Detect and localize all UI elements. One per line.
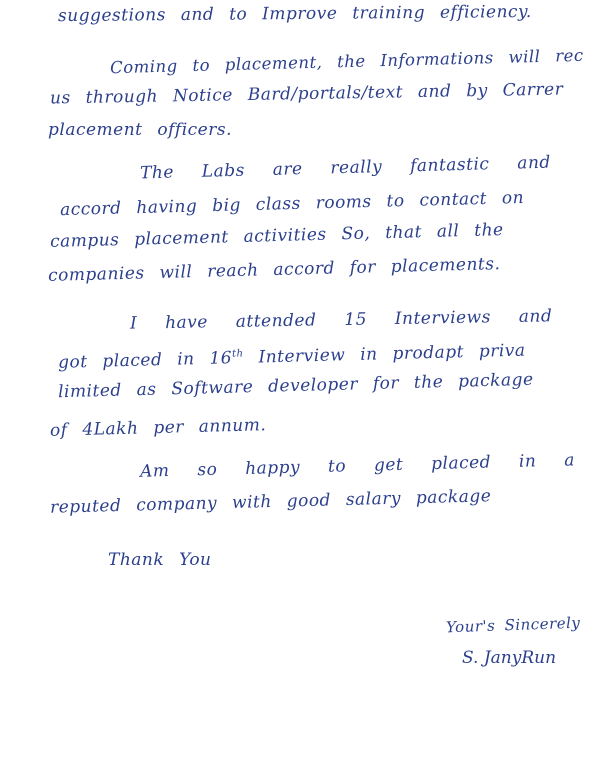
- closing-text: Thank You: [108, 550, 212, 570]
- letter-line: Am so happy to get placed in a: [139, 450, 576, 482]
- letter-line: Coming to placement, the Informations will rec: [109, 45, 584, 78]
- signature: S. JanyRun: [462, 648, 557, 668]
- signoff-text: Your's Sincerely: [445, 613, 581, 637]
- letter-line: campus placement activities So, that all the: [49, 220, 504, 252]
- letter-line: [58, 342, 526, 372]
- letter-line: reputed company with good salary package: [49, 486, 492, 518]
- letter-line: companies will reach accord for placements.: [47, 254, 501, 286]
- letter-line: The Labs are really fantastic and: [139, 152, 552, 184]
- letter-line: I have attended 15 Interviews and: [129, 306, 553, 334]
- letter-line: of 4Lakh per annum.: [49, 415, 267, 441]
- letter-text: Interview in prodapt priva: [243, 340, 526, 368]
- letter-line: limited as Software developer for the package: [57, 369, 534, 403]
- letter-line: us through Notice Bard/portals/text and by Carrer: [49, 79, 564, 109]
- letter-text: got placed in 16: [57, 348, 233, 373]
- letter-line: placement officers.: [48, 120, 232, 140]
- superscript-text: th: [231, 348, 244, 360]
- letter-line: suggestions and to Improve training efficiency.: [57, 1, 532, 27]
- letter-line: accord having big class rooms to contact on: [59, 187, 525, 221]
